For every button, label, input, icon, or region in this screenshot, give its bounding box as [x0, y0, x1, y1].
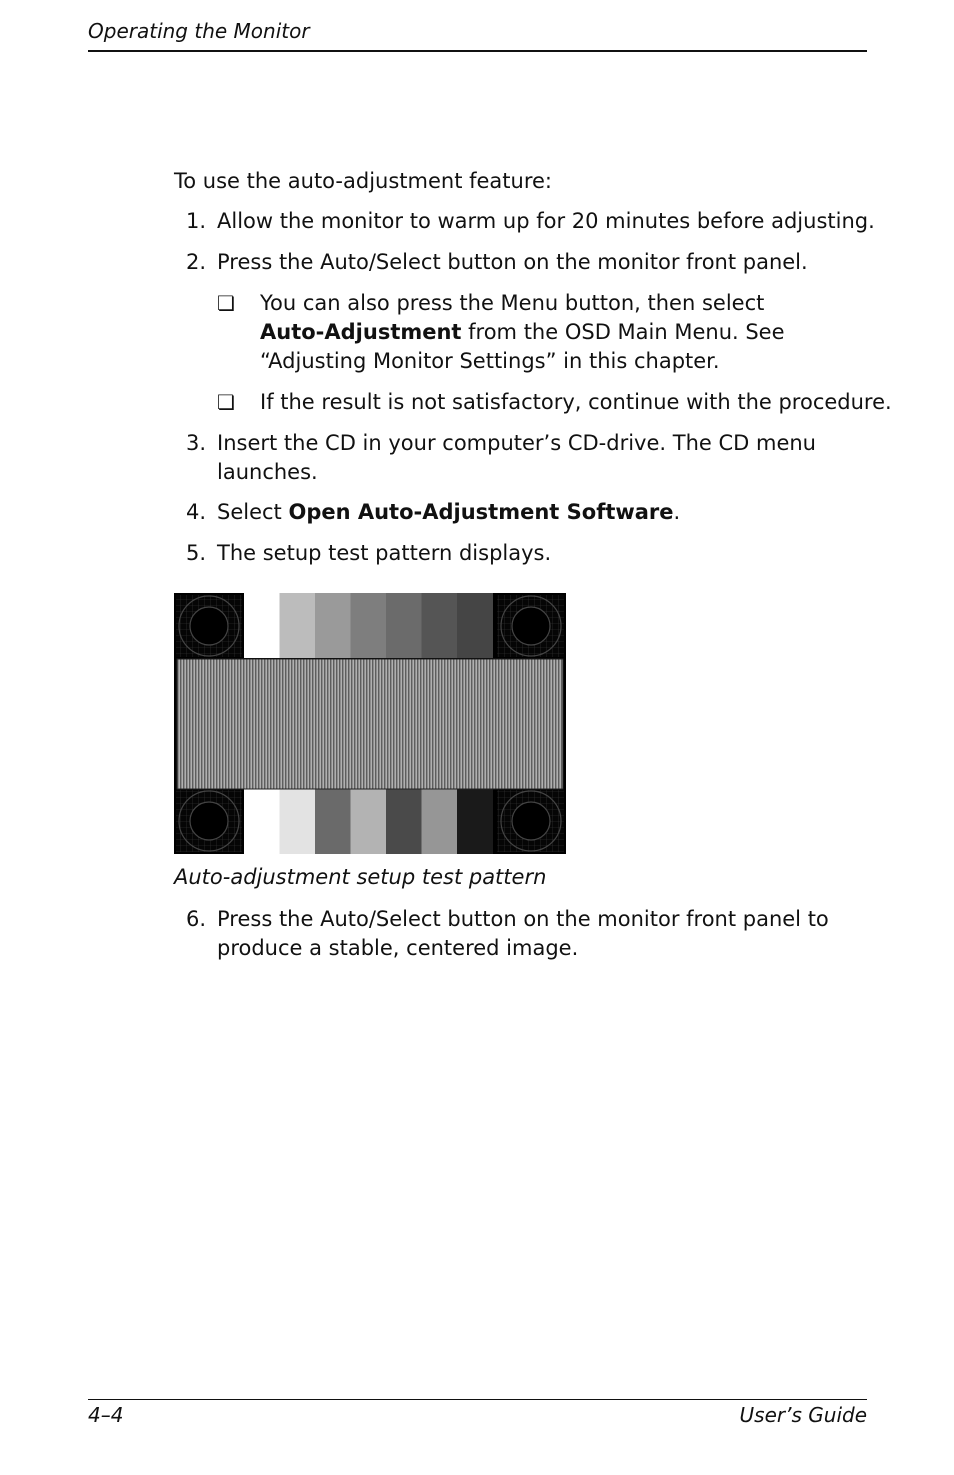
intro-text: To use the auto-adjustment feature:: [174, 169, 552, 193]
figure-caption: Auto-adjustment setup test pattern: [174, 865, 547, 889]
step-text: The setup test pattern displays.: [217, 541, 552, 565]
bottom-gray-bar-1: [244, 789, 280, 854]
bullet-text: from the OSD Main Menu. See: [461, 320, 785, 344]
step-number: 3.: [185, 431, 206, 455]
top-gray-bar-2: [280, 593, 316, 658]
bold-term: Open Auto-Adjustment Software: [288, 500, 674, 524]
bottom-gray-bar-3: [315, 789, 351, 854]
running-header: Operating the Monitor: [88, 19, 310, 43]
step-text: Insert the CD in your computer’s CD-drive. The CD menu: [217, 431, 816, 455]
step-text: Press the Auto/Select button on the monitor front panel to: [217, 907, 829, 931]
bottom-gray-bar-2: [280, 789, 316, 854]
checkbox-bullet-icon: ❏: [217, 390, 235, 414]
bold-term: Auto-Adjustment: [260, 320, 462, 344]
corner-target-top-right: [497, 595, 564, 657]
step-text: [217, 498, 680, 527]
checkbox-bullet-icon: ❏: [217, 291, 235, 315]
bottom-gray-bar-6: [422, 789, 458, 854]
footer-rule: [88, 1399, 867, 1400]
test-pattern-figure: [174, 593, 566, 854]
top-grayscale-bars: [244, 593, 493, 658]
bottom-gray-bar-5: [386, 789, 422, 854]
step-number: 6.: [185, 907, 206, 931]
step-text-pre: Select: [217, 500, 289, 524]
top-gray-bar-3: [315, 593, 351, 658]
step-text: Press the Auto/Select button on the monitor front panel.: [217, 250, 808, 274]
corner-target-bottom-right: [497, 790, 564, 852]
corner-target-bottom-left: [176, 790, 242, 852]
bullet-1-line-2: [260, 318, 785, 347]
top-gray-bar-4: [351, 593, 387, 658]
bottom-gray-bar-7: [457, 789, 493, 854]
bullet-2-line-1: If the result is not satisfactory, continue with the procedure.: [260, 390, 892, 414]
bottom-gray-bar-4: [351, 789, 387, 854]
corner-target-top-left: [176, 595, 242, 657]
header-rule: [88, 50, 867, 52]
step-text: launches.: [217, 460, 318, 484]
step-number: 1.: [185, 209, 206, 233]
page-number: 4–4: [88, 1403, 124, 1427]
bottom-grayscale-bars: [244, 789, 493, 854]
center-stripe-field: [177, 659, 563, 789]
step-text: produce a stable, centered image.: [217, 936, 579, 960]
bullet-1-line-3: “Adjusting Monitor Settings” in this chapter.: [260, 349, 720, 373]
top-gray-bar-5: [386, 593, 422, 658]
step-text: Allow the monitor to warm up for 20 minutes before adjusting.: [217, 209, 875, 233]
step-number: 5.: [185, 541, 206, 565]
bullet-1-line-1: You can also press the Menu button, then select: [260, 291, 765, 315]
top-gray-bar-1: [244, 593, 280, 658]
top-gray-bar-6: [422, 593, 458, 658]
step-number: 4.: [185, 500, 206, 524]
top-gray-bar-7: [457, 593, 493, 658]
step-number: 2.: [185, 250, 206, 274]
running-footer: User’s Guide: [739, 1403, 867, 1427]
step-text-post: .: [673, 500, 681, 524]
